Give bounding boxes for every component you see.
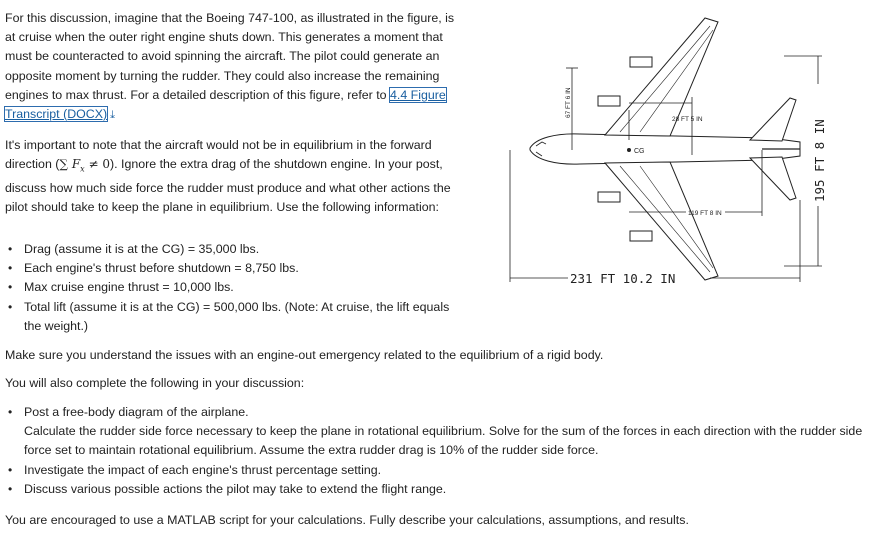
engine xyxy=(630,57,652,67)
download-arrow-icon[interactable]: ⤓ xyxy=(110,109,115,122)
list-item: • Each engine's thrust before shutdown = 8,750 lbs. xyxy=(5,259,465,278)
dim-119: 119 FT 8 IN xyxy=(688,210,722,217)
engine xyxy=(630,231,652,241)
figure-transcript-link[interactable]: 4.4 Figure Transcript (DOCX) xyxy=(5,87,446,122)
list-item xyxy=(5,403,865,461)
task-list xyxy=(5,403,865,499)
list-item: • Investigate the impact of each engine's thrust percentage setting. xyxy=(5,461,865,480)
cg-label: CG xyxy=(634,148,645,155)
list-item: • Max cruise engine thrust = 10,000 lbs. xyxy=(5,278,465,297)
engine xyxy=(598,96,620,106)
encouraged-paragraph: You are encouraged to use a MATLAB script for your calculations. Fully describe your calculations, assumptions, and results. xyxy=(5,513,689,527)
dim-fuselage-width: 67 FT 6 IN xyxy=(565,87,572,118)
list-item: • Drag (assume it is at the CG) = 35,000 lbs. xyxy=(5,240,465,259)
list-item: • Total lift (assume it is at the CG) = 500,000 lbs. (Note: At cruise, the lift equals the weight.) xyxy=(5,298,465,336)
task-calc: Calculate the rudder side force necessary to keep the plane in rotational equilibrium. Solve for the sum of the forces in each direction with the rudder side force set to maintain rotational equilibrium. Assume the extra rudder drag is 10% of the rudder side force. xyxy=(24,424,863,458)
dim-28: 28 FT 5 IN xyxy=(672,116,703,123)
dim-span: 195 FT 8 IN xyxy=(812,119,827,202)
intro-paragraph xyxy=(5,9,465,125)
dim-length: 231 FT 10.2 IN xyxy=(570,271,676,286)
upper-stabilizer xyxy=(750,98,796,141)
boeing-747-figure xyxy=(500,0,876,300)
list-item: • Discuss various possible actions the pilot may take to extend the flight range. xyxy=(5,480,865,499)
understand-paragraph: Make sure you understand the issues with an engine-out emergency related to the equilibrium of a rigid body. xyxy=(5,348,604,362)
lower-stabilizer xyxy=(750,157,796,200)
equilibrium-text-before: It's important to note that the aircraft would not be in equilibrium in the forward direction ( xyxy=(5,138,432,172)
also-paragraph: You will also complete the following in your discussion: xyxy=(5,376,305,390)
equilibrium-paragraph xyxy=(5,136,465,217)
sum-forces-formula: ∑ $F_x \ne 0$ xyxy=(59,157,111,174)
given-info-list xyxy=(5,240,465,336)
intro-text: For this discussion, imagine that the Boeing 747-100, as illustrated in the figure, is at cruise when the outer right engine shuts down. This generates a moment that must be counteracted to avoid spinning the aircraft. The pilot could generate an opposite moment by turning the rudder. They could also increase the remaining engines to max thrust. For a detailed description of this figure, refer to xyxy=(5,11,455,102)
cg-marker xyxy=(627,148,631,152)
task-fbd: Post a free-body diagram of the airplane. xyxy=(24,405,249,419)
equilibrium-text-after: ). Ignore the extra drag of the shutdown engine. In your post, discuss how much side force the rudder must produce and what other actions the pilot should take to keep the plane in equilibrium. Use the following information: xyxy=(5,157,451,214)
lower-wing xyxy=(605,162,718,280)
engine xyxy=(598,192,620,202)
